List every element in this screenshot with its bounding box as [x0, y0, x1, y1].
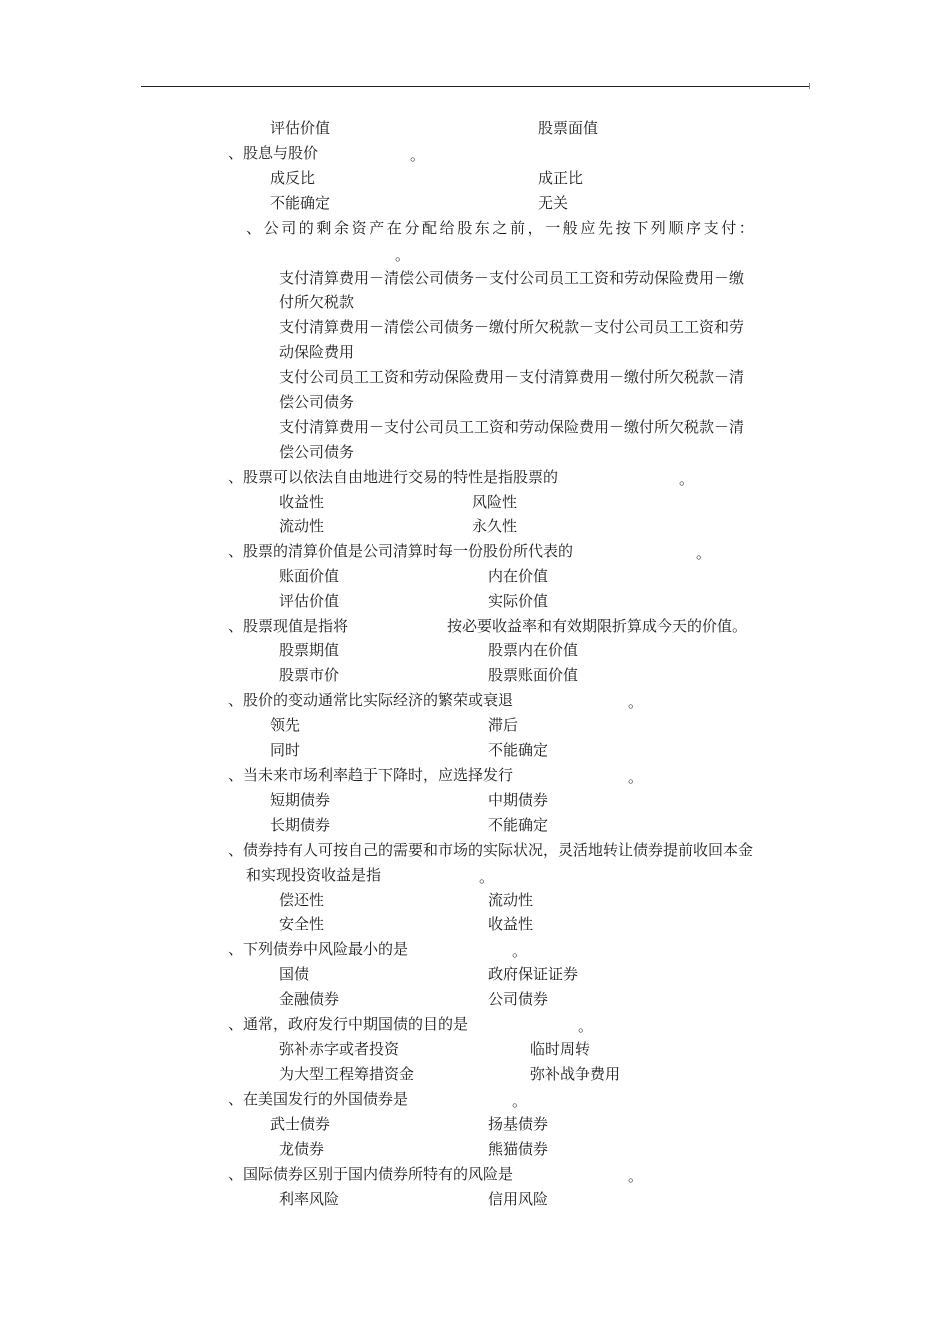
- option-d: 不能确定: [488, 741, 549, 759]
- option-a: 领先: [270, 716, 301, 734]
- option-c: 股票市价: [279, 666, 340, 684]
- question-stem: 、股息与股价: [228, 144, 319, 162]
- question-end-mark: 。: [479, 868, 495, 886]
- question-end-mark: 。: [628, 693, 644, 711]
- question-end-mark: 。: [512, 1092, 528, 1110]
- option-a: 武士债券: [270, 1115, 331, 1133]
- option-d: 实际价值: [488, 592, 549, 610]
- option-a-line2: 付所欠税款: [279, 293, 355, 311]
- option-b: 信用风险: [488, 1190, 549, 1208]
- option-b: 风险性: [472, 493, 518, 511]
- option-b: 内在价值: [488, 567, 549, 585]
- option-c-line1: 支付公司员工工资和劳动保险费用－支付清算费用－缴付所欠税款－清: [279, 368, 745, 386]
- option-d: 永久性: [472, 517, 518, 535]
- option-b: 政府保证证券: [488, 965, 579, 983]
- option-a: 短期债券: [270, 791, 331, 809]
- option-a-line1: 支付清算费用－清偿公司债务－支付公司员工工资和劳动保险费用－缴: [279, 269, 745, 287]
- option-c: 安全性: [279, 915, 325, 933]
- option-a: 弥补赤字或者投资: [279, 1040, 400, 1058]
- option-c: 评估价值: [279, 592, 340, 610]
- option-d: 弥补战争费用: [530, 1065, 621, 1083]
- option-d-line1: 支付清算费用－支付公司员工工资和劳动保险费用－缴付所欠税款－清: [279, 418, 745, 436]
- option-a: 国债: [279, 965, 310, 983]
- option-c: 长期债券: [270, 816, 331, 834]
- option-b: 股票面值: [538, 119, 599, 137]
- option-c: 不能确定: [270, 194, 331, 212]
- option-c-line2: 偿公司债务: [279, 393, 355, 411]
- option-c: 龙债券: [279, 1140, 325, 1158]
- question-end-mark: 。: [696, 544, 712, 562]
- question-stem: 、在美国发行的外国债券是: [228, 1090, 409, 1108]
- option-c: 为大型工程筹措资金: [279, 1065, 415, 1083]
- option-a: 利率风险: [279, 1190, 340, 1208]
- option-b: 临时周转: [530, 1040, 591, 1058]
- question-stem: 、公司的剩余资产在分配给股东之前，一般应先按下列顺序支付：: [246, 219, 757, 237]
- option-d: 熊猫债券: [488, 1140, 549, 1158]
- option-d: 无关: [538, 194, 569, 212]
- question-stem: 、国际债券区别于国内债券所特有的风险是: [228, 1165, 514, 1183]
- question-stem: 、股票现值是指将: [228, 617, 349, 635]
- option-c: 同时: [270, 741, 301, 759]
- question-stem-tail: 按必要收益率和有效期限折算成今天的价值。: [447, 617, 748, 635]
- question-stem-line2: 和实现投资收益是指: [246, 866, 382, 884]
- header-rule: [141, 86, 809, 87]
- question-end-mark: 。: [628, 768, 644, 786]
- option-b: 滞后: [488, 716, 519, 734]
- question-stem-line1: 、债券持有人可按自己的需要和市场的实际状况，灵活地转让债券提前收回本金: [228, 841, 754, 859]
- option-c: 流动性: [279, 517, 325, 535]
- question-end-mark: 。: [512, 942, 528, 960]
- header-rule-tick: [809, 83, 810, 89]
- option-d-line2: 偿公司债务: [279, 443, 355, 461]
- option-b: 流动性: [488, 891, 534, 909]
- option-b-line2: 动保险费用: [279, 343, 355, 361]
- option-a: 评估价值: [270, 119, 331, 137]
- question-end-mark: 。: [410, 146, 426, 164]
- option-a: 账面价值: [279, 567, 340, 585]
- question-stem: 、股价的变动通常比实际经济的繁荣或衰退: [228, 691, 514, 709]
- question-end-mark: 。: [395, 246, 411, 264]
- option-d: 公司债券: [488, 990, 549, 1008]
- option-a: 成反比: [270, 169, 316, 187]
- option-b: 扬基债券: [488, 1115, 549, 1133]
- option-a: 股票期值: [279, 641, 340, 659]
- question-stem: 、通常，政府发行中期国债的目的是: [228, 1015, 469, 1033]
- option-d: 收益性: [488, 915, 534, 933]
- question-stem: 、当未来市场利率趋于下降时，应选择发行: [228, 766, 514, 784]
- option-b: 股票内在价值: [488, 641, 579, 659]
- option-c: 金融债券: [279, 990, 340, 1008]
- option-b: 成正比: [538, 169, 584, 187]
- question-end-mark: 。: [628, 1167, 644, 1185]
- option-d: 不能确定: [488, 816, 549, 834]
- option-b: 中期债券: [488, 791, 549, 809]
- question-end-mark: 。: [578, 1017, 594, 1035]
- question-stem: 、下列债券中风险最小的是: [228, 940, 409, 958]
- question-stem: 、股票的清算价值是公司清算时每一份股份所代表的: [228, 542, 574, 560]
- option-a: 偿还性: [279, 891, 325, 909]
- question-stem: 、股票可以依法自由地进行交易的特性是指股票的: [228, 468, 559, 486]
- option-a: 收益性: [279, 493, 325, 511]
- option-b-line1: 支付清算费用－清偿公司债务－缴付所欠税款－支付公司员工工资和劳: [279, 318, 745, 336]
- option-d: 股票账面价值: [488, 666, 579, 684]
- question-end-mark: 。: [679, 470, 695, 488]
